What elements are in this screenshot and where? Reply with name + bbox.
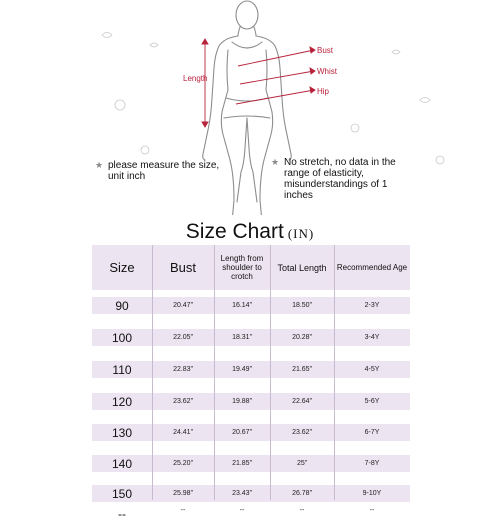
header-total-length: Total Length — [277, 262, 327, 273]
decor-circle — [436, 156, 444, 164]
cell-age: 3-4Y — [364, 334, 380, 341]
decor-heart — [150, 43, 158, 47]
cell-bust: 23.62” — [173, 398, 193, 405]
cell-total-length: 23.62” — [292, 429, 312, 436]
cell-total-length: 20.28” — [292, 334, 312, 341]
decor-circle — [351, 124, 359, 132]
cell-size: 150 — [111, 486, 133, 501]
cell-age: 6-7Y — [364, 429, 380, 436]
cell-bust: -- — [180, 507, 186, 514]
column-divider — [270, 245, 271, 500]
body-outline-illustration — [0, 0, 500, 215]
cell-size: 140 — [111, 456, 133, 471]
cell-bust: 25.20” — [173, 460, 193, 467]
bust-line — [238, 50, 314, 66]
star-icon: ★ — [271, 157, 280, 167]
measurement-figure — [0, 0, 500, 215]
cell-bust: 22.83” — [173, 366, 193, 373]
cell-length: 21.85” — [232, 460, 252, 467]
hip-line — [236, 90, 314, 104]
cell-age: 4-5Y — [364, 366, 380, 373]
header-bust: Bust — [169, 260, 196, 275]
cell-length: 19.88” — [232, 398, 252, 405]
header-size: Size — [109, 260, 135, 275]
cell-size: 90 — [115, 298, 129, 313]
header-age: Recommended Age — [336, 262, 408, 272]
torso-left — [221, 50, 234, 215]
table-row — [92, 485, 410, 502]
cell-size: 100 — [111, 330, 133, 345]
cell-length: 18.31” — [232, 334, 252, 341]
cell-age: -- — [369, 507, 375, 514]
cell-size: -- — [118, 507, 126, 521]
cell-size: 130 — [111, 425, 133, 440]
page-title — [0, 218, 500, 248]
bust-label: Bust — [317, 46, 334, 55]
cell-total-length: -- — [299, 507, 305, 514]
torso-right — [260, 50, 273, 215]
table-row — [92, 455, 410, 472]
decor-heart — [392, 50, 400, 54]
cell-total-length: 22.64” — [292, 398, 312, 405]
decor-heart — [420, 98, 430, 103]
decor-heart — [102, 33, 112, 38]
cell-size: 110 — [112, 362, 132, 377]
header-length: Length from shoulder to crotch — [220, 254, 264, 281]
star-icon: ★ — [95, 160, 104, 170]
table-row — [92, 424, 410, 441]
cell-bust: 25.98” — [173, 490, 193, 497]
length-label: Length — [183, 74, 208, 83]
cell-total-length: 26.78” — [292, 490, 312, 497]
column-divider — [334, 245, 335, 500]
title-unit: (IN) — [287, 226, 315, 241]
column-divider — [152, 245, 153, 500]
table-row — [92, 297, 410, 314]
table-row — [92, 329, 410, 346]
whist-line — [240, 71, 314, 84]
cell-size: 120 — [111, 394, 133, 409]
cell-age: 7-8Y — [364, 460, 380, 467]
table-row — [92, 361, 410, 378]
measure-note: please measure the size, unit inch — [108, 160, 220, 182]
cell-length: -- — [239, 507, 245, 514]
head-outline — [236, 1, 258, 29]
title-text: Size Chart — [185, 220, 284, 243]
cell-age: 9-10Y — [362, 490, 382, 497]
whist-label: Whist — [317, 67, 337, 76]
cell-total-length: 25” — [296, 460, 308, 467]
decor-circle — [115, 100, 125, 110]
neck-outline — [238, 27, 256, 36]
cell-length: 16.14” — [232, 302, 252, 309]
column-divider — [214, 245, 215, 500]
hip-label: Hip — [317, 87, 330, 96]
cell-age: 5-6Y — [364, 398, 380, 405]
cell-total-length: 21.65” — [292, 366, 312, 373]
cell-length: 23.43” — [232, 490, 252, 497]
cell-total-length: 18.50” — [292, 302, 312, 309]
cell-bust: 20.47” — [173, 302, 193, 309]
cell-length: 20.67” — [232, 429, 252, 436]
decor-circle — [141, 146, 149, 154]
size-table — [92, 245, 410, 521]
cell-bust: 22.05” — [173, 334, 193, 341]
table-row — [92, 507, 410, 521]
table-header — [92, 245, 410, 290]
stretch-note: No stretch, no data in the range of elasticity, misunderstandings of 1 inches — [284, 157, 396, 201]
cell-length: 19.49” — [232, 366, 252, 373]
cell-age: 2-3Y — [364, 302, 380, 309]
table-row — [92, 393, 410, 410]
cell-bust: 24.41” — [173, 429, 193, 436]
